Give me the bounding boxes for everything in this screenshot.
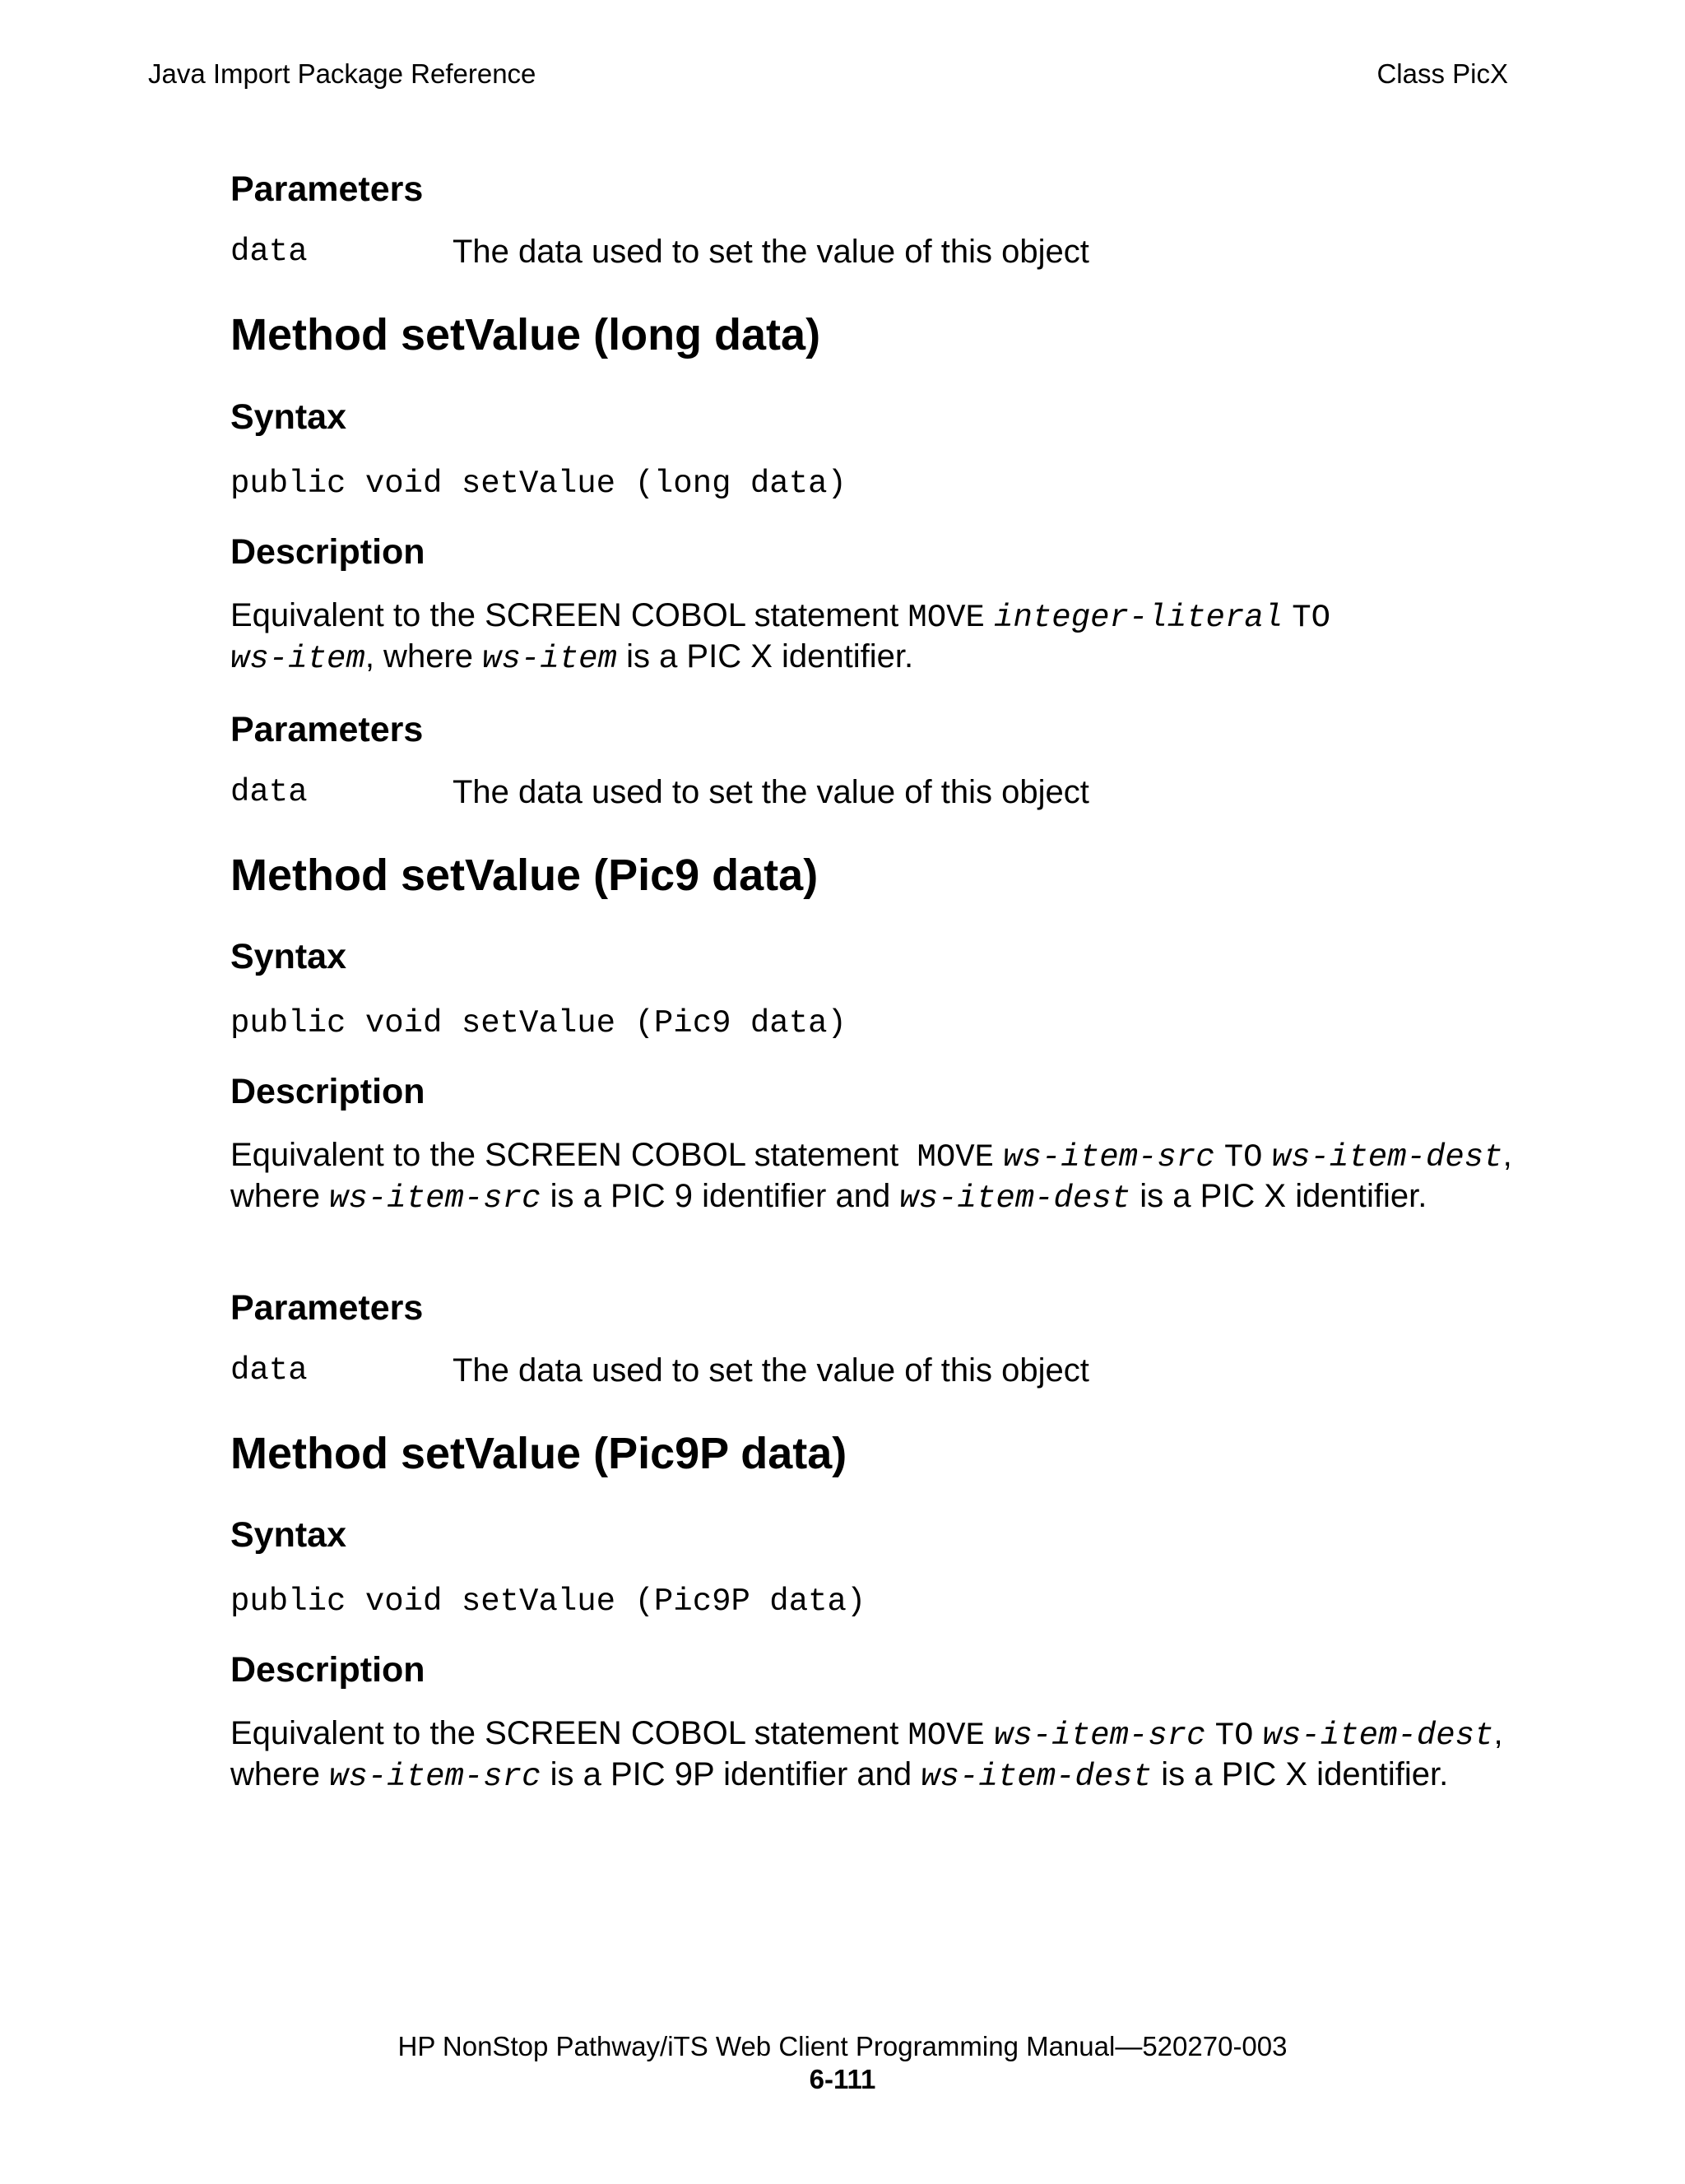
parameter-name: data — [230, 1352, 308, 1389]
description-run — [985, 597, 994, 633]
syntax-heading: Syntax — [230, 937, 347, 976]
description-run: is a PIC X identifier. — [1152, 1756, 1449, 1792]
description-run — [1253, 1715, 1262, 1751]
description-text — [230, 1714, 1514, 1797]
code-keyword: MOVE — [907, 600, 985, 636]
description-heading: Description — [230, 1650, 425, 1690]
description-run: is a PIC 9P identifier and — [541, 1756, 921, 1792]
description-heading: Description — [230, 532, 425, 572]
description-run — [1283, 597, 1292, 633]
method-title: Method setValue (Pic9 data) — [230, 851, 819, 900]
running-header-right: Class PicX — [1376, 58, 1508, 89]
parameter-description: The data used to set the value of this object — [453, 774, 1089, 810]
code-identifier: ws-item-src — [329, 1180, 541, 1217]
description-heading: Description — [230, 1072, 425, 1111]
description-run: , where — [230, 1715, 1503, 1792]
code-keyword: MOVE — [907, 1718, 985, 1754]
code-identifier: ws-item-src — [1003, 1139, 1215, 1175]
description-run — [994, 1137, 1003, 1173]
parameter-row — [230, 773, 1514, 811]
description-run: Equivalent to the SCREEN COBOL statement — [230, 1137, 917, 1173]
description-text — [230, 596, 1514, 679]
code-identifier: ws-item-src — [994, 1718, 1206, 1754]
code-identifier: ws-item-dest — [1271, 1139, 1503, 1175]
description-run: , where — [230, 1137, 1512, 1214]
syntax-code: public void setValue (Pic9P data) — [230, 1584, 866, 1620]
code-identifier: ws-item-dest — [899, 1180, 1131, 1217]
description-run — [1215, 1137, 1224, 1173]
description-run: , where — [364, 638, 483, 675]
parameter-name: data — [230, 234, 308, 270]
parameters-heading: Parameters — [230, 169, 424, 209]
code-identifier: ws-item-dest — [1262, 1718, 1494, 1754]
code-identifier: ws-item-dest — [921, 1759, 1153, 1795]
code-identifier: ws-item-src — [329, 1759, 541, 1795]
syntax-heading: Syntax — [230, 1515, 347, 1555]
parameter-description: The data used to set the value of this object — [453, 234, 1089, 270]
code-keyword: MOVE — [917, 1139, 995, 1175]
description-run — [1206, 1715, 1215, 1751]
manual-title: HP NonStop Pathway/iTS Web Client Programming Manual—520270-003 — [397, 2031, 1288, 2061]
description-run: is a PIC X identifier. — [1130, 1178, 1427, 1214]
method-title: Method setValue (long data) — [230, 310, 821, 359]
parameter-description: The data used to set the value of this object — [453, 1352, 1089, 1389]
syntax-heading: Syntax — [230, 397, 347, 437]
description-run: is a PIC 9 identifier and — [541, 1178, 900, 1214]
code-identifier: ws-item — [482, 641, 617, 677]
description-run: Equivalent to the SCREEN COBOL statement — [230, 1715, 908, 1751]
parameter-row — [230, 1352, 1514, 1389]
description-run — [1263, 1137, 1272, 1173]
running-header-left: Java Import Package Reference — [148, 58, 536, 89]
description-run: is a PIC X identifier. — [616, 638, 914, 675]
code-identifier: ws-item — [230, 641, 365, 677]
parameter-row — [230, 233, 1514, 271]
description-run: Equivalent to the SCREEN COBOL statement — [230, 597, 908, 633]
code-identifier: integer-literal — [994, 600, 1283, 636]
code-keyword: TO — [1214, 1718, 1254, 1754]
parameters-heading: Parameters — [230, 1288, 424, 1328]
syntax-code: public void setValue (long data) — [230, 466, 847, 502]
method-title: Method setValue (Pic9P data) — [230, 1429, 847, 1478]
page-number: 6-111 — [809, 2064, 876, 2094]
page-footer — [0, 2030, 1685, 2096]
code-keyword: TO — [1292, 600, 1331, 636]
syntax-code: public void setValue (Pic9 data) — [230, 1005, 847, 1041]
code-keyword: TO — [1223, 1139, 1263, 1175]
description-run — [985, 1715, 994, 1751]
parameters-heading: Parameters — [230, 710, 424, 749]
description-text — [230, 1136, 1514, 1218]
parameter-name: data — [230, 774, 308, 810]
